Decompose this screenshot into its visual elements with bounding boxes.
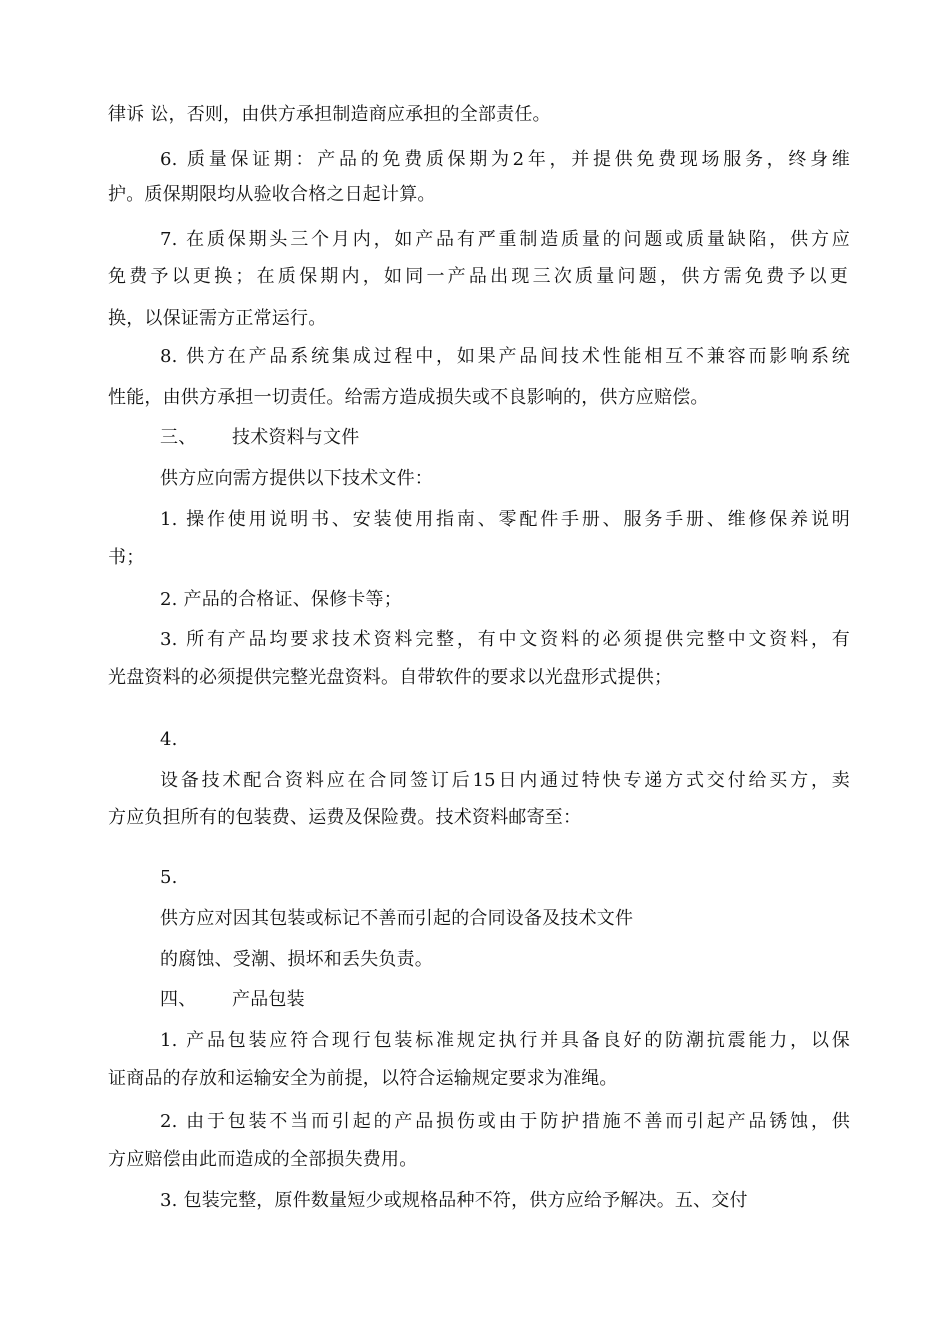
clause-6-line-1: 6. 质量保证期：产品的免费质保期为2年，并提供免费现场服务，终身维 [160,149,850,170]
clause-7-line-3: 换，以保证需方正常运行。 [108,308,327,329]
text-line: 律诉 讼，否则，由供方承担制造商应承担的全部责任。 [108,104,551,125]
doc-item-4-number: 4. [160,729,178,750]
doc-item-3-line-1: 3. 所有产品均要求技术资料完整，有中文资料的必须提供完整中文资料，有 [160,629,850,650]
packaging-item-2-line-2: 方应赔偿由此而造成的全部损失费用。 [108,1149,418,1170]
packaging-item-1-line-1: 1. 产品包装应符合现行包装标准规定执行并具备良好的防潮抗震能力，以保 [160,1030,850,1051]
clause-7-line-1: 7. 在质保期头三个月内，如产品有严重制造质量的问题或质量缺陷，供方应 [160,229,850,250]
clause-8-line-2: 性能，由供方承担一切责任。给需方造成损失或不良影响的，供方应赔偿。 [108,387,709,408]
section-number: 四、 [160,989,197,1010]
text-line: 供方应向需方提供以下技术文件： [160,468,433,489]
doc-item-5-line-2: 的腐蚀、受潮、损坏和丢失负责。 [160,949,433,970]
section-heading-4 [160,988,900,1012]
doc-item-1-line-2: 书； [108,547,145,568]
doc-item-3-line-2: 光盘资料的必须提供完整光盘资料。自带软件的要求以光盘形式提供； [108,667,673,688]
doc-item-4-line-1: 设备技术配合资料应在合同签订后15日内通过特快专递方式交付给买方，卖 [160,770,850,791]
doc-item-5-number: 5. [160,867,178,888]
doc-item-5-line-1: 供方应对因其包装或标记不善而引起的合同设备及技术文件 [160,908,634,929]
packaging-item-3: 3. 包装完整，原件数量短少或规格品种不符，供方应给予解决。五、交付 [160,1190,748,1211]
section-heading-3 [160,426,900,450]
packaging-item-1-line-2: 证商品的存放和运输安全为前提，以符合运输规定要求为准绳。 [108,1068,618,1089]
clause-6-line-2: 护。质保期限均从验收合格之日起计算。 [108,184,436,205]
section-title: 产品包装 [232,989,305,1010]
doc-item-4-line-2: 方应负担所有的包装费、运费及保险费。技术资料邮寄至： [108,807,582,828]
packaging-item-2-line-1: 2. 由于包装不当而引起的产品损伤或由于防护措施不善而引起产品锈蚀，供 [160,1111,850,1132]
section-title: 技术资料与文件 [232,427,360,448]
doc-item-2: 2. 产品的合格证、保修卡等； [160,589,402,610]
doc-item-1-line-1: 1. 操作使用说明书、安装使用指南、零配件手册、服务手册、维修保养说明 [160,509,850,530]
clause-8-line-1: 8. 供方在产品系统集成过程中，如果产品间技术性能相互不兼容而影响系统 [160,346,850,367]
section-number: 三、 [160,427,197,448]
clause-7-line-2: 免费予以更换；在质保期内，如同一产品出现三次质量问题，供方需免费予以更 [108,266,848,287]
